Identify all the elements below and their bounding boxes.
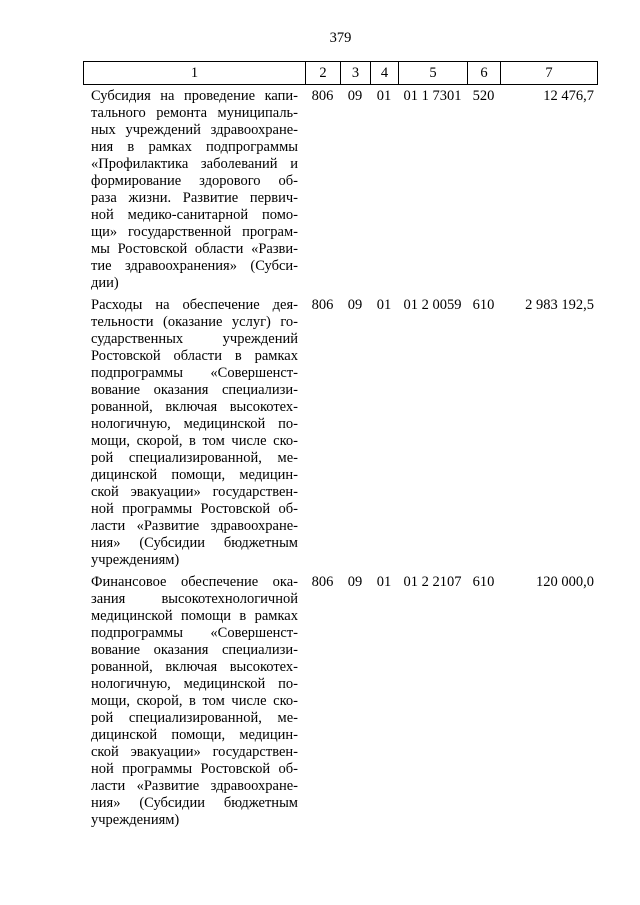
description-line: «Профилактика заболеваний и [91, 156, 298, 172]
cell-col-3: 09 [347, 297, 363, 313]
cell-col-4: 01 [376, 297, 392, 313]
header-cell-2: 2 [305, 62, 340, 84]
description-line: ной медико-санитарной помо- [91, 207, 298, 223]
table-row [83, 294, 598, 571]
description-line: формирование здорового об- [91, 173, 298, 189]
cell-col-2: 806 [311, 574, 334, 590]
cell-col-7: 12 476,7 [543, 88, 594, 104]
description-line: ния в рамках подпрограммы [91, 139, 298, 155]
description-line: щи» государственной програм- [91, 224, 298, 240]
cell-col-5: 01 2 0059 [403, 297, 462, 313]
description-line: зания высокотехнологичной [91, 591, 298, 607]
description-line: дицинской помощи, медицин- [91, 727, 298, 743]
header-cell-3: 3 [340, 62, 370, 84]
description-line: ской эвакуации» государствен- [91, 484, 298, 500]
description-line: ской эвакуации» государствен- [91, 744, 298, 760]
description-line: ной программы Ростовской об- [91, 761, 298, 777]
description-line: Расходы на обеспечение дея- [91, 297, 298, 313]
cell-col-4: 01 [376, 574, 392, 590]
description-line: рой специализированной, ме- [91, 450, 298, 466]
table-header-row [83, 61, 598, 85]
cell-col-6: 520 [472, 88, 495, 104]
description-line: Финансовое обеспечение ока- [91, 574, 298, 590]
description-line: учреждениям) [91, 812, 180, 828]
description-line: Ростовской области в рамках [91, 348, 298, 364]
description-line: подпрограммы «Совершенст- [91, 625, 298, 641]
description-line: тельности (оказание услуг) го- [91, 314, 298, 330]
description-line: ласти «Развитие здравоохране- [91, 778, 298, 794]
description-line: ния» (Субсидии бюджетным [91, 795, 298, 811]
row-description [83, 574, 305, 829]
description-line: медицинской помощи в рамках [91, 608, 298, 624]
cell-col-4: 01 [376, 88, 392, 104]
description-line: вование оказания специализи- [91, 642, 298, 658]
cell-col-6: 610 [472, 297, 495, 313]
description-line: подпрограммы «Совершенст- [91, 365, 298, 381]
description-line: мощи, скорой, в том числе ско- [91, 693, 298, 709]
description-line: дицинской помощи, медицин- [91, 467, 298, 483]
header-cell-1: 1 [83, 62, 305, 84]
description-line: тие здравоохранения» (Субси- [91, 258, 298, 274]
cell-col-6: 610 [472, 574, 495, 590]
description-line: рованной, включая высокотех- [91, 399, 298, 415]
description-line: мы Ростовской области «Разви- [91, 241, 298, 257]
cell-col-7: 120 000,0 [536, 574, 594, 590]
header-cell-7: 7 [500, 62, 598, 84]
row-description [83, 88, 305, 292]
table-body [83, 85, 598, 831]
description-line: нологичную, медицинской по- [91, 416, 298, 432]
cell-col-3: 09 [347, 88, 363, 104]
cell-col-7: 2 983 192,5 [525, 297, 594, 313]
description-line: раза жизни. Развитие первич- [91, 190, 298, 206]
cell-col-3: 09 [347, 574, 363, 590]
description-line: рой специализированной, ме- [91, 710, 298, 726]
description-line: вование оказания специализи- [91, 382, 298, 398]
description-line: учреждениям) [91, 552, 180, 568]
budget-table [83, 61, 598, 831]
description-line: ния» (Субсидии бюджетным [91, 535, 298, 551]
description-line: ных учреждений здравоохране- [91, 122, 298, 138]
description-line: мощи, скорой, в том числе ско- [91, 433, 298, 449]
description-line: дии) [91, 275, 119, 291]
cell-col-5: 01 1 7301 [403, 88, 462, 104]
header-cell-5: 5 [398, 62, 467, 84]
description-line: сударственных учреждений [91, 331, 298, 347]
cell-col-5: 01 2 2107 [403, 574, 462, 590]
description-line: ласти «Развитие здравоохране- [91, 518, 298, 534]
description-line: тального ремонта муниципаль- [91, 105, 298, 121]
header-cell-4: 4 [370, 62, 398, 84]
cell-col-2: 806 [311, 297, 334, 313]
table-row [83, 85, 598, 294]
description-line: ной программы Ростовской об- [91, 501, 298, 517]
cell-col-2: 806 [311, 88, 334, 104]
description-line: рованной, включая высокотех- [91, 659, 298, 675]
description-line: нологичную, медицинской по- [91, 676, 298, 692]
table-row [83, 571, 598, 831]
page-number: 379 [329, 30, 352, 46]
row-description [83, 297, 305, 569]
description-line: Субсидия на проведение капи- [91, 88, 298, 104]
header-cell-6: 6 [467, 62, 500, 84]
